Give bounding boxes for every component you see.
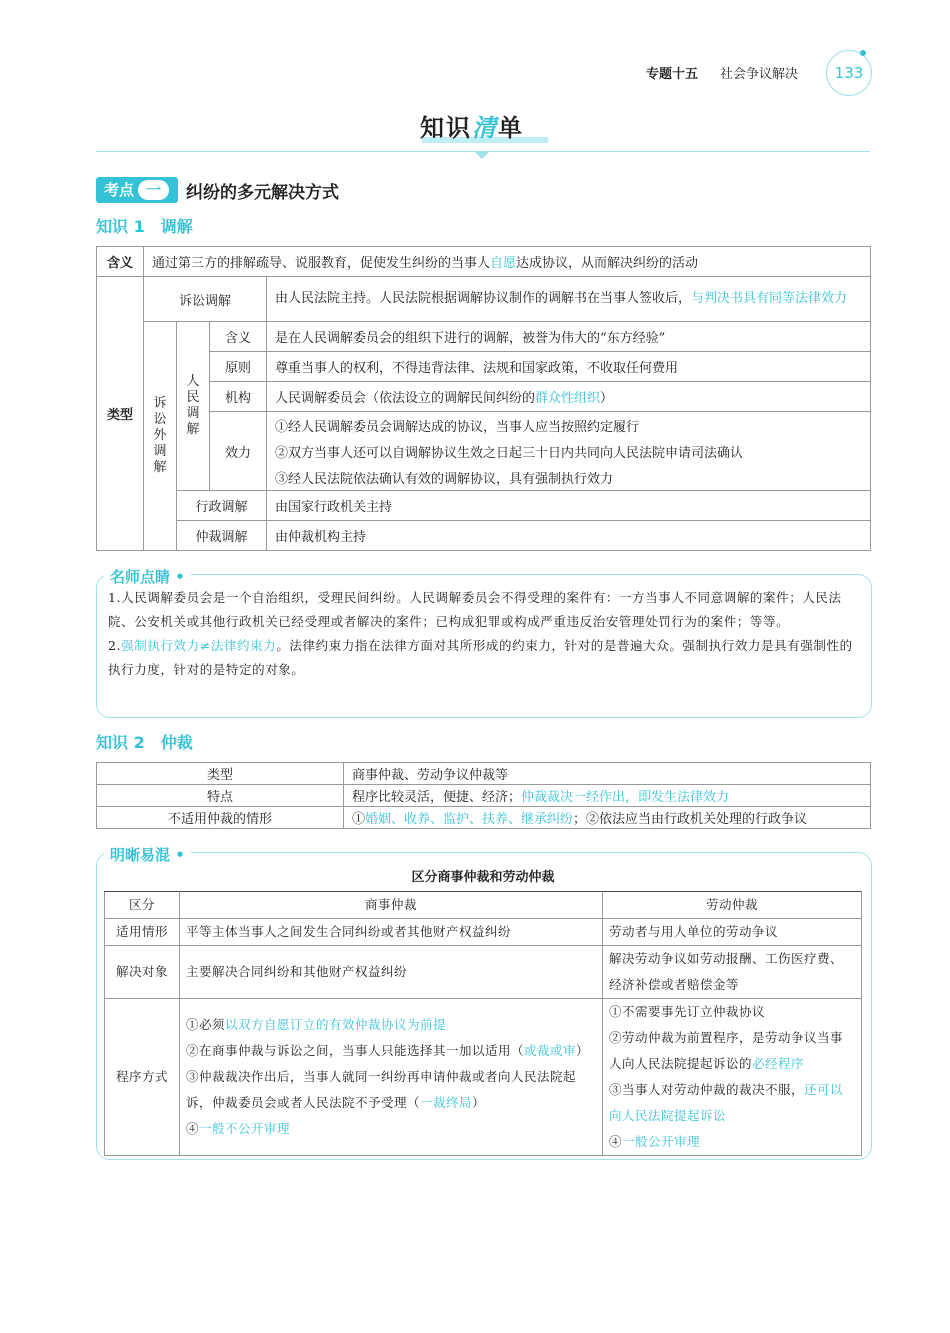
page-number-dot-icon [860,50,866,56]
type-label: 类型 [97,277,144,551]
compare-h1: 商事仲裁 [180,892,603,919]
title-part3: 单 [498,114,524,142]
people-mediation-label: 人民调解 [177,322,210,491]
compare-r3-c1: ①必须以双方自愿订立的有效仲裁协议为前提 ②在商事仲裁与诉讼之间，当事人只能选择其一加以适用（或裁或审） ③仲裁裁决作出后，当事人就同一纠纷再申请仲裁或者向人民法院起诉，仲裁委员会或者人民法院不予受理（一裁终局） ④一般不公开审理 [180,999,603,1156]
arb-type-text: 商事仲裁、劳动争议仲裁等 [344,763,871,785]
compare-table [104,891,862,1156]
compare-h2: 劳动仲裁 [603,892,862,919]
arb-type-label: 类型 [97,763,344,785]
out-of-court-label: 诉讼外调解 [144,322,177,551]
header-topic: 专题十五 [646,67,699,82]
meaning-text: 通过第三方的排解疏导、说服教育，促使发生纠纷的当事人自愿达成协议，从而解决纠纷的活动 [144,247,871,277]
zhishi2-title: 知识 2 仲裁 [96,733,193,752]
p-principle-text: 尊重当事人的权利，不得违背法律、法规和国家政策，不收取任何费用 [267,352,871,382]
p-org-text: 人民调解委员会（依法设立的调解民间纠纷的群众性组织） [267,382,871,412]
meaning-label: 含义 [97,247,144,277]
arb-feature-text: 程序比较灵活，便捷、经济；仲裁裁决一经作出，即发生法律效力 [344,785,871,807]
compare-r1-c1: 平等主体当事人之间发生合同纠纷或者其他财产权益纠纷 [180,919,603,946]
tip-paragraph-2: 2.强制执行效力≠法律约束力。法律约束力指在法律方面对其所形成的约束力，针对的是普遍大众。强制执行效力是具有强制性的执行力度，针对的是特定的对象。 [108,638,853,677]
admin-text: 由国家行政机关主持 [267,491,871,521]
tip-box-title: 名师点睛 • [104,566,191,587]
compare-h0: 区分 [105,892,180,919]
arb-na-label: 不适用仲裁的情形 [97,807,344,829]
title-arrow-icon [474,151,490,159]
p-org-label: 机构 [210,382,267,412]
tip-box-body [108,586,862,682]
arbitration-table [96,762,871,829]
compare-r1-label: 适用情形 [105,919,180,946]
title-part2: 清 [472,114,498,142]
zhishi1-title: 知识 1 调解 [96,217,193,236]
page-title [420,108,524,143]
p-effect-2: ②双方当事人还可以自调解协议生效之日起三十日内共同向人民法院申请司法确认 [267,438,871,464]
p-meaning-label: 含义 [210,322,267,352]
compare-r2-c1: 主要解决合同纠纷和其他财产权益纠纷 [180,946,603,999]
page-number: 133 [826,50,872,96]
litigation-text: 由人民法院主持。人民法院根据调解协议制作的调解书在当事人签收后，与判决书具有同等法律效力 [267,277,871,322]
kaodian-badge-number: 一 [138,180,169,200]
kaodian-badge [96,177,178,203]
p-meaning-text: 是在人民调解委员会的组织下进行的调解，被誉为伟大的“东方经验” [267,322,871,352]
compare-r2-label: 解决对象 [105,946,180,999]
compare-subtitle: 区分商事仲裁和劳动仲裁 [411,870,555,885]
header-chapter: 社会争议解决 [720,67,799,82]
arb-mediation-label: 仲裁调解 [177,521,267,551]
arb-feature-label: 特点 [97,785,344,807]
p-effect-3: ③经人民法院依法确认有效的调解协议，具有强制执行效力 [267,464,871,491]
p-effect-label: 效力 [210,412,267,491]
compare-r3-label: 程序方式 [105,999,180,1156]
compare-r2-c2: 解决劳动争议如劳动报酬、工伤医疗费、经济补偿或者赔偿金等 [603,946,862,999]
kaodian-title: 纠纷的多元解决方式 [186,183,339,203]
p-effect-1: ①经人民调解委员会调解达成的协议，当事人应当按照约定履行 [267,412,871,439]
mediation-table [96,246,871,551]
kaodian-badge-label: 考点 [104,181,135,199]
admin-label: 行政调解 [177,491,267,521]
arb-na-text: ①婚姻、收养、监护、扶养、继承纠纷；②依法应当由行政机关处理的行政争议 [344,807,871,829]
compare-r1-c2: 劳动者与用人单位的劳动争议 [603,919,862,946]
arb-mediation-text: 由仲裁机构主持 [267,521,871,551]
litigation-label: 诉讼调解 [144,277,267,322]
compare-box-title: 明晰易混 • [104,844,191,865]
compare-r3-c2: ①不需要事先订立仲裁协议 ②劳动仲裁为前置程序，是劳动争议当事人向人民法院提起诉讼的必经程序 ③当事人对劳动仲裁的裁决不服，还可以向人民法院提起诉讼 ④一般公开审理 [603,999,862,1156]
title-part1: 知识 [420,114,472,142]
tip-paragraph-1: 1.人民调解委员会是一个自治组织，受理民间纠纷。人民调解委员会不得受理的案件有：一方当事人不同意调解的案件；人民法院、公安机关或其他行政机关已经受理或者解决的案件；已构成犯罪或构成严重违反治安管理处罚行为的案件；等等。 [108,590,842,629]
p-principle-label: 原则 [210,352,267,382]
